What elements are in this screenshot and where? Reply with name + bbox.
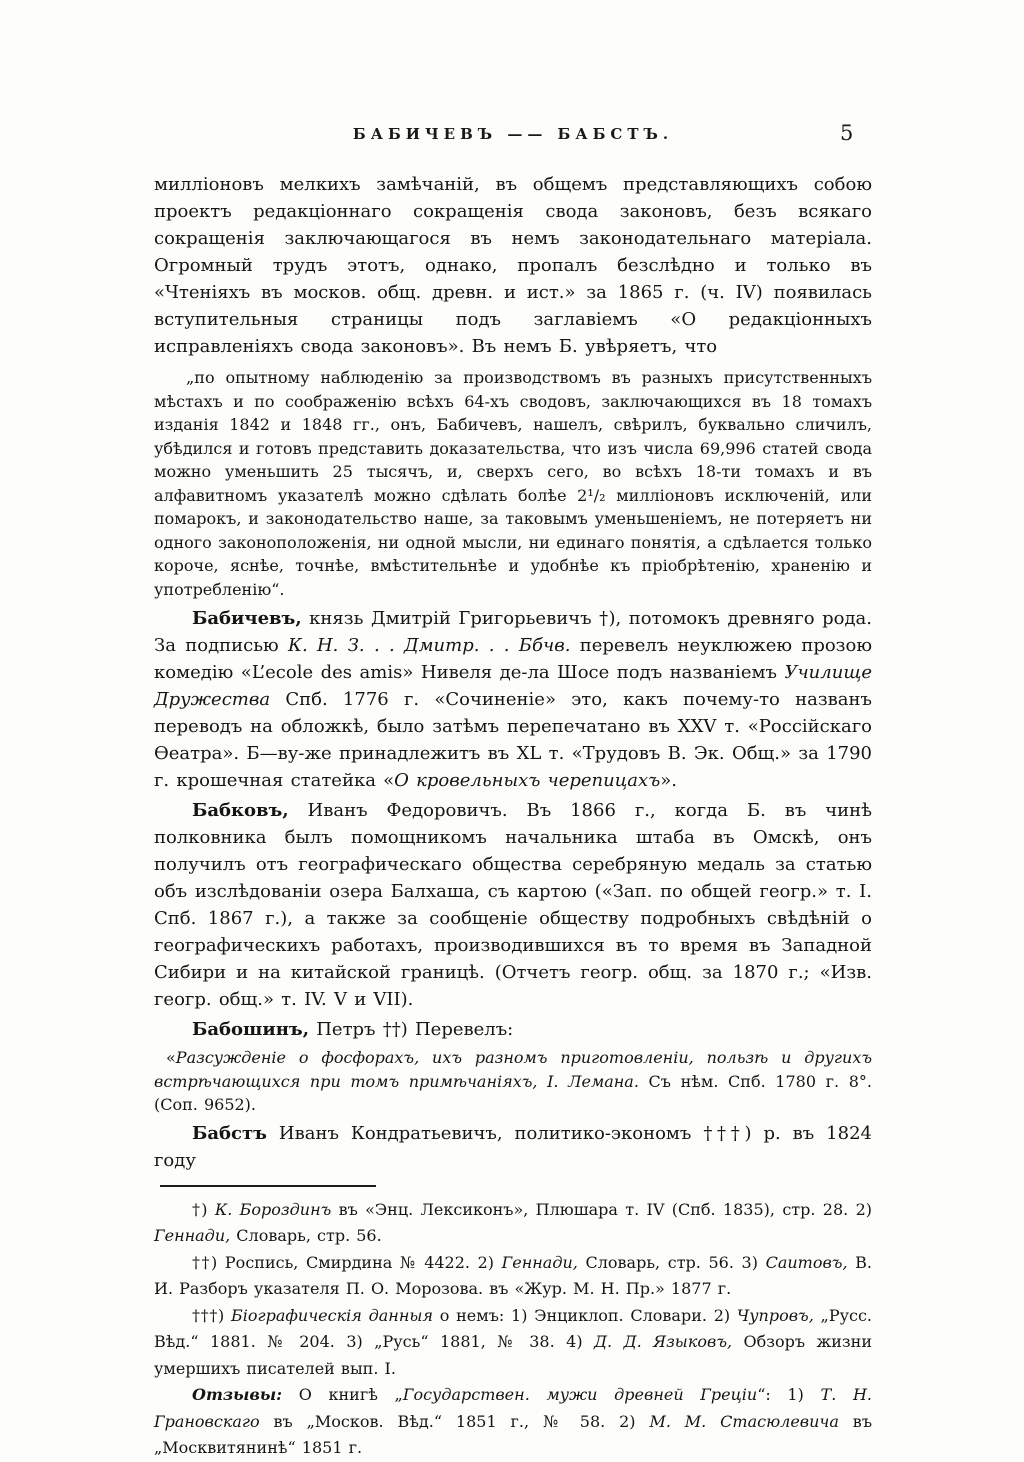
work-title: О кровельныхъ черепицахъ [394, 770, 661, 791]
footnote-marker: ††) Роспись, Смирдина № 4422. 2) [192, 1252, 502, 1272]
work-title: Разсужденіе о фосфорахъ, ихъ разномъ приготовленіи, пользѣ и другихъ встрѣчающихся при томъ примѣчаніяхъ, І. Лемана. [154, 1048, 872, 1091]
text-run: Словарь, стр. 56. [230, 1226, 382, 1245]
page-number: 5 [840, 121, 854, 145]
author-name: Геннади, [501, 1252, 578, 1272]
footnote-marker: †) [192, 1199, 215, 1219]
author-name: К. Бороздинъ [214, 1199, 332, 1219]
paragraph-continuation: милліоновъ мелкихъ замѣчаній, въ общемъ представляющихъ собою проектъ редакціоннаго сокращенія свода законовъ, безъ всякаго сокращенія заключающагося въ немъ законодательнаго матеріала. Огромный трудъ этотъ, однако, пропалъ безслѣдно и только въ «Чтеніяхъ въ москов. общ. древн. и ист.» за 1865 г. (ч. IV) появилась вступительныя страницы подъ заглавіемъ «О редакціонныхъ исправленіяхъ свода законовъ». Въ немъ Б. увѣряетъ, что [154, 174, 872, 357]
footnote-marker: †††) [192, 1305, 231, 1325]
text-run: „Русс. Вѣд.“ 1881. № 204. 3) „Русь“ 1881, № 38. 4) [154, 1305, 873, 1351]
footnote-dagger-1 [154, 1197, 872, 1250]
text-run: Петръ ††) Перевелъ: [309, 1019, 514, 1040]
reviews-label: Отзывы: [192, 1385, 283, 1404]
entry-name: Бабковъ, [192, 800, 289, 821]
text-run: ». [660, 770, 677, 791]
text-run: перевелъ неуклюжею прозою комедію «L’ecole des amis» Нивеля де-ла Шосе подъ названіемъ [154, 635, 873, 683]
footnote-reviews [154, 1382, 872, 1462]
entry-babichev [154, 605, 872, 794]
text-run: “: 1) [757, 1385, 821, 1404]
text-run: въ „Москвитянинѣ“ 1851 г. [154, 1411, 872, 1457]
text-run: въ «Энц. Лексиконъ», Плюшара т. IV (Спб. 1835), стр. 28. 2) [331, 1199, 872, 1219]
translation-quote [154, 1046, 872, 1117]
text-run: въ „Москов. Вѣд.“ 1851 г., № 58. 2) [259, 1411, 650, 1431]
signature-abbreviation: К. Н. З. . . Дмитр. . . Ббчв. [288, 635, 571, 656]
quotation-block: „по опытному наблюденію за производствомъ въ разныхъ присутственныхъ мѣстахъ и по соображенію всѣхъ 64-хъ сводовъ, заключающихся въ 18 томахъ изданія 1842 и 1848 гг., онъ, Бабичевъ, нашелъ, свѣрилъ, буквально сличилъ, убѣдился и готовъ представить доказательства, что изъ числа 69,996 статей свода можно уменьшить 25 тысячъ, и, сверхъ сего, во всѣхъ 18-ти томахъ и въ алфавитномъ указателѣ можно сдѣлать болѣе 2¹/₂ милліоновъ исключеній, или помарокъ, и законодательство наше, за таковымъ уменьшеніемъ, не потеряетъ ни одного законоположенія, ни одной мысли, ни единаго понятія, а сдѣлается только короче, яснѣе, точнѣе, вмѣстительнѣе и удобнѣе къ пріобрѣтенію, храненію и употребленію“. [154, 368, 872, 599]
entry-babkov [154, 797, 872, 1013]
footnote-dagger-2 [154, 1250, 872, 1303]
text-run: князь Дмитрій Григорьевичъ †), потомокъ древняго рода. За подписью [154, 608, 872, 656]
author-name: Т. Н. Грановскаго [154, 1385, 872, 1431]
phrase-italic: Біографическія данныя [231, 1305, 433, 1325]
author-name: Чупровъ, [736, 1305, 814, 1325]
text-run: Съ нѣм. Спб. 1780 г. 8°. (Соп. 9652). [154, 1071, 872, 1114]
text-run: О книгѣ „ [282, 1385, 403, 1404]
text-run: о немъ: 1) Энциклоп. Словари. 2) [433, 1305, 737, 1325]
text-run: Спб. 1776 г. «Сочиненіе» это, какъ почему-то названъ переводъ на обложкѣ, было затѣмъ перепечатано въ XXV т. «Россійскаго Ѳеатра». Б—ву-же принадлежитъ въ XL т. «Трудовъ В. Эк. Общ.» за 1790 г. крошечная статейка « [154, 689, 872, 791]
author-name: М. М. Стасюлевича [649, 1411, 839, 1431]
author-name: Д. Д. Языковъ, [594, 1332, 733, 1351]
entry-name: Бабичевъ, [192, 608, 302, 629]
work-title: Государствен. мужи древней Греціи [402, 1385, 758, 1404]
text-run: Иванъ Федоровичъ. Въ 1866 г., когда Б. въ чинѣ полковника былъ помощникомъ начальника штаба въ Омскѣ, онъ получилъ отъ географическаго общества серебряную медаль за статью объ изслѣдованіи озера Балхаша, съ картою («Зап. по общей геогр.» т. I. Спб. 1867 г.), а также за сообщеніе обществу подробныхъ свѣдѣній о географическихъ работахъ, производившихся въ то время въ Западной Сибири и на китайской границѣ. (Отчетъ геогр. общ. за 1870 г.; «Изв. геогр. общ.» т. IV. V и VII). [154, 800, 872, 1010]
text-run: Иванъ Кондратьевичъ, политико-экономъ †††) р. въ 1824 году [154, 1122, 872, 1171]
author-name: Саитовъ, [765, 1252, 848, 1272]
footnotes [154, 1197, 872, 1462]
work-title: Училище Дружества [154, 662, 872, 710]
text-run: В. И. Разборъ указателя П. О. Морозова. въ «Жур. М. Н. Пр.» 1877 г. [154, 1252, 873, 1298]
author-name: Геннади, [154, 1226, 231, 1245]
footnote-dagger-3 [154, 1303, 872, 1383]
entry-name: Бабошинъ, [192, 1019, 309, 1040]
text-run: « [166, 1048, 176, 1067]
header-title: БАБИЧЕВЪ —— БАБСТЪ. [352, 125, 674, 143]
text-block [154, 171, 872, 1462]
entry-name: Бабстъ [192, 1122, 267, 1144]
entry-babst [154, 1120, 872, 1174]
running-head [154, 124, 872, 143]
entry-baboshin [154, 1016, 872, 1043]
text-run: Словарь, стр. 56. 3) [577, 1252, 766, 1272]
footnote-separator [160, 1185, 376, 1187]
text-run: Обзоръ жизни умершихъ писателей вып. I. [154, 1332, 872, 1378]
